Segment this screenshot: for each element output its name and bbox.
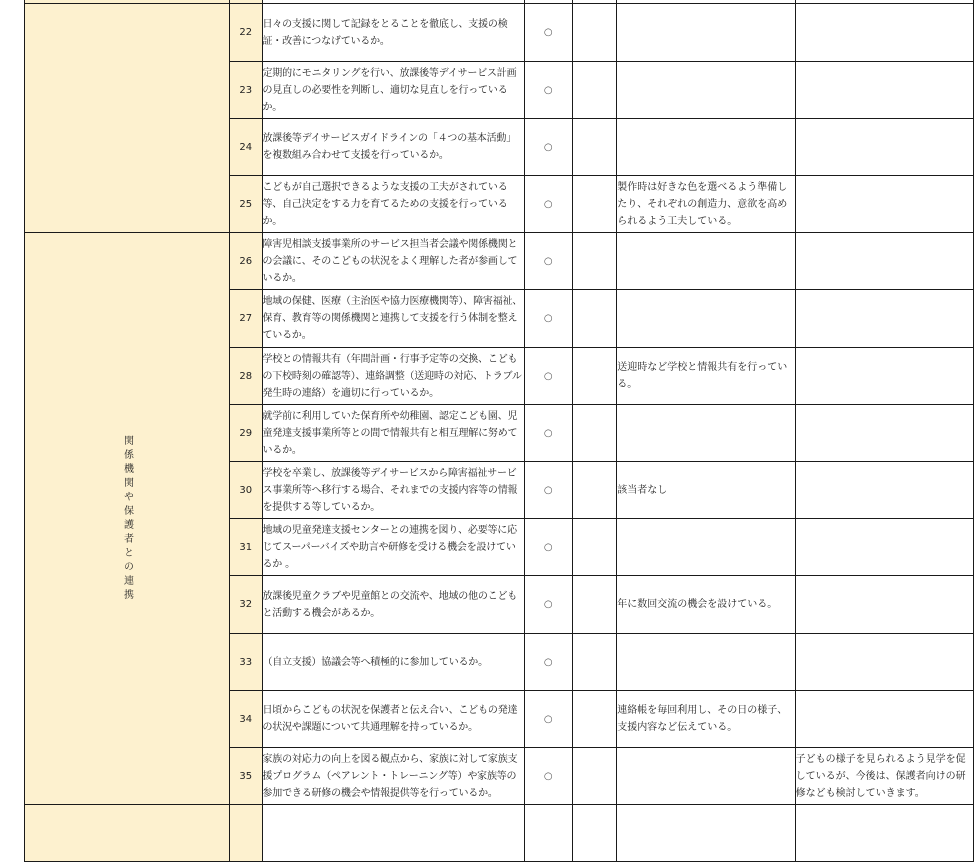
extra-note [795, 405, 973, 462]
question-text: 学校を卒業し、放課後等デイサービスから障害福祉サービス事業所等へ移行する場合、それまでの支援内容等の情報を提供する等しているか。 [262, 462, 524, 519]
item-number: 23 [230, 62, 263, 119]
improvement-note [617, 233, 795, 290]
item-number: 29 [230, 405, 263, 462]
question-text: 日頃からこどもの状況を保護者と伝え合い、こどもの発達の状況や課題について共通理解を持っているか。 [262, 691, 524, 748]
improvement-note [617, 519, 795, 576]
yes-mark: ○ [524, 62, 572, 119]
extra-note: 子どもの様子を見られるよう見学を促しているが、今後は、保護者向けの研修なども検討していきます。 [795, 748, 973, 805]
extra-note [795, 348, 973, 405]
extra-note [795, 4, 973, 62]
improvement-note: 連絡帳を毎回利用し、その日の様子、支援内容など伝えている。 [617, 691, 795, 748]
extra-note [795, 290, 973, 348]
question-text: 就学前に利用していた保育所や幼稚園、認定こども園、児童発達支援事業所等との間で情報共有と相互理解に努めているか。 [262, 405, 524, 462]
item-number: 25 [230, 176, 263, 233]
table-row [25, 233, 974, 290]
improvement-note [617, 405, 795, 462]
table-row [25, 4, 974, 62]
no-mark [572, 576, 617, 634]
extra-note [795, 576, 973, 634]
yes-mark: ○ [524, 691, 572, 748]
extra-cell [795, 805, 973, 862]
question-cell [262, 805, 524, 862]
yes-mark: ○ [524, 462, 572, 519]
improvement-note [617, 62, 795, 119]
extra-note [795, 691, 973, 748]
yes-mark: ○ [524, 634, 572, 691]
yes-mark: ○ [524, 748, 572, 805]
item-number: 35 [230, 748, 263, 805]
question-text: （自立支援）協議会等へ積極的に参加しているか。 [262, 634, 524, 691]
question-text: 定期的にモニタリングを行い、放課後等デイサービス計画の見直しの必要性を判断し、適切な見直しを行っているか。 [262, 62, 524, 119]
no-mark [572, 290, 617, 348]
item-number: 32 [230, 576, 263, 634]
improvement-cell [617, 805, 795, 862]
improvement-note: 該当者なし [617, 462, 795, 519]
extra-note [795, 62, 973, 119]
item-number: 26 [230, 233, 263, 290]
no-mark [572, 233, 617, 290]
category-cell-support [25, 4, 230, 233]
improvement-note [617, 634, 795, 691]
question-text: 家族の対応力の向上を図る観点から、家族に対して家族支援プログラム（ペアレント・トレーニング等）や家族等の参加できる研修の機会や情報提供等を行っているか。 [262, 748, 524, 805]
item-number: 33 [230, 634, 263, 691]
question-text: 放課後等デイサービスガイドラインの「４つの基本活動」を複数組み合わせて支援を行っているか。 [262, 119, 524, 176]
yes-cell [524, 805, 572, 862]
no-mark [572, 691, 617, 748]
extra-note [795, 176, 973, 233]
evaluation-table [24, 0, 974, 862]
no-mark [572, 348, 617, 405]
no-mark [572, 634, 617, 691]
no-mark [572, 176, 617, 233]
improvement-note [617, 4, 795, 62]
yes-mark: ○ [524, 4, 572, 62]
question-text: 日々の支援に関して記録をとることを徹底し、支援の検証・改善につなげているか。 [262, 4, 524, 62]
yes-mark: ○ [524, 576, 572, 634]
number-cell [230, 805, 263, 862]
no-mark [572, 405, 617, 462]
improvement-note: 送迎時など学校と情報共有を行っている。 [617, 348, 795, 405]
no-mark [572, 748, 617, 805]
item-number: 34 [230, 691, 263, 748]
category-cell-next [25, 805, 230, 862]
question-text: 学校との情報共有（年間計画・行事予定等の交換、こどもの下校時刻の確認等）、連絡調整（送迎時の対応、トラブル発生時の連絡）を適切に行っているか。 [262, 348, 524, 405]
yes-mark: ○ [524, 519, 572, 576]
question-text: 地域の児童発達支援センターとの連携を図り、必要等に応じてスーパーバイズや助言や研修を受ける機会を設けているか 。 [262, 519, 524, 576]
item-number: 31 [230, 519, 263, 576]
yes-mark: ○ [524, 119, 572, 176]
improvement-note [617, 290, 795, 348]
improvement-note [617, 748, 795, 805]
item-number: 22 [230, 4, 263, 62]
question-text: 障害児相談支援事業所のサービス担当者会議や関係機関との会議に、そのこどもの状況をよく理解した者が参画しているか。 [262, 233, 524, 290]
improvement-note: 製作時は好きな色を選べるよう準備したり、それぞれの創造力、意欲を高められるよう工夫している。 [617, 176, 795, 233]
table-row-cut-off [25, 805, 974, 862]
item-number: 30 [230, 462, 263, 519]
yes-mark: ○ [524, 233, 572, 290]
extra-note [795, 462, 973, 519]
yes-mark: ○ [524, 176, 572, 233]
no-mark [572, 62, 617, 119]
item-number: 24 [230, 119, 263, 176]
extra-note [795, 119, 973, 176]
extra-note [795, 519, 973, 576]
improvement-note [617, 119, 795, 176]
question-text: こどもが自己選択できるような支援の工夫がされている等、自己決定をする力を育てるための支援を行っているか。 [262, 176, 524, 233]
item-number: 27 [230, 290, 263, 348]
question-text: 放課後児童クラブや児童館との交流や、地域の他のこどもと活動する機会があるか。 [262, 576, 524, 634]
yes-mark: ○ [524, 290, 572, 348]
improvement-note: 年に数回交流の機会を設けている。 [617, 576, 795, 634]
no-mark [572, 519, 617, 576]
extra-note [795, 233, 973, 290]
no-cell [572, 805, 617, 862]
item-number: 28 [230, 348, 263, 405]
no-mark [572, 119, 617, 176]
extra-note [795, 634, 973, 691]
yes-mark: ○ [524, 348, 572, 405]
category-label: 関係機関や保護者との連携 [25, 233, 230, 805]
question-text: 地域の保健、医療（主治医や協力医療機関等）、障害福祉、保育、教育等の関係機関と連携して支援を行う体制を整えているか。 [262, 290, 524, 348]
no-mark [572, 4, 617, 62]
no-mark [572, 462, 617, 519]
yes-mark: ○ [524, 405, 572, 462]
